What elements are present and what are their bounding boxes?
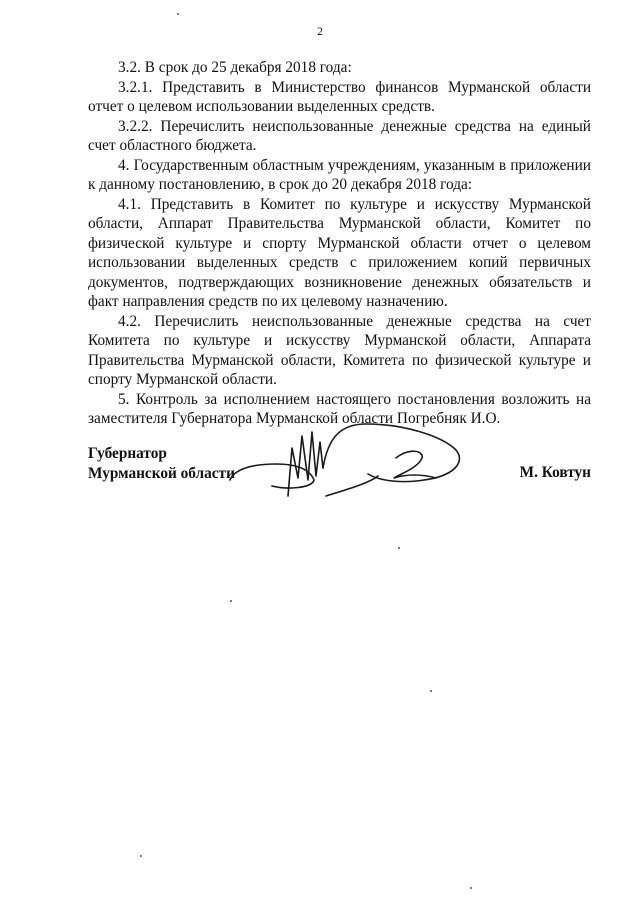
scan-speck [230,600,232,602]
scan-speck [398,547,400,549]
signatory-position-line1: Губернатор [88,445,167,462]
signatory-position-line2: Мурманской области [88,464,235,482]
paragraph-3-2: 3.2. В срок до 25 декабря 2018 года: [118,59,352,76]
paragraph-4: 4. Государственным областным учреждениям, указанным в приложении к данному постановлению, в срок до 20 декабря 2018 года: [88,156,591,193]
document-body [88,58,591,429]
paragraph-5: 5. Контроль за исполнением настоящего постановления возложить на заместителя Губернатора Мурманской области Погребняк И.О. [88,390,591,427]
signature-block [88,428,591,508]
signatory-name: М. Ковтун [519,464,591,481]
scan-speck [470,887,472,889]
paragraph-3-2-2: 3.2.2. Перечислить неиспользованные денежные средства на единый счет областного бюджета. [88,117,591,154]
scan-speck [140,855,142,857]
page-number: 2 [317,24,323,38]
scan-speck [430,690,432,692]
paragraph-4-1: 4.1. Представить в Комитет по культуре и искусству Мурманской области, Аппарат Правительства Мурманской области, Комитет по физической культуре и спорту Мурманской области отчет о целевом использовании выделенных средств с приложением копий первичных документов, подтверждающих возникновение денежных обязательств и факт направления средств по их целевому назначению. [88,195,591,310]
handwritten-signature [228,418,488,518]
scan-speck [177,13,179,15]
signatory-position [88,444,235,483]
paragraph-3-2-1: 3.2.1. Представить в Министерство финансов Мурманской области отчет о целевом использовании выделенных средств. [88,78,591,115]
paragraph-4-2: 4.2. Перечислить неиспользованные денежные средства на счет Комитета по культуре и искусству Мурманской области, Аппарата Правительства Мурманской области, Комитета по физической культуре и спорту Мурманской области. [88,312,591,388]
